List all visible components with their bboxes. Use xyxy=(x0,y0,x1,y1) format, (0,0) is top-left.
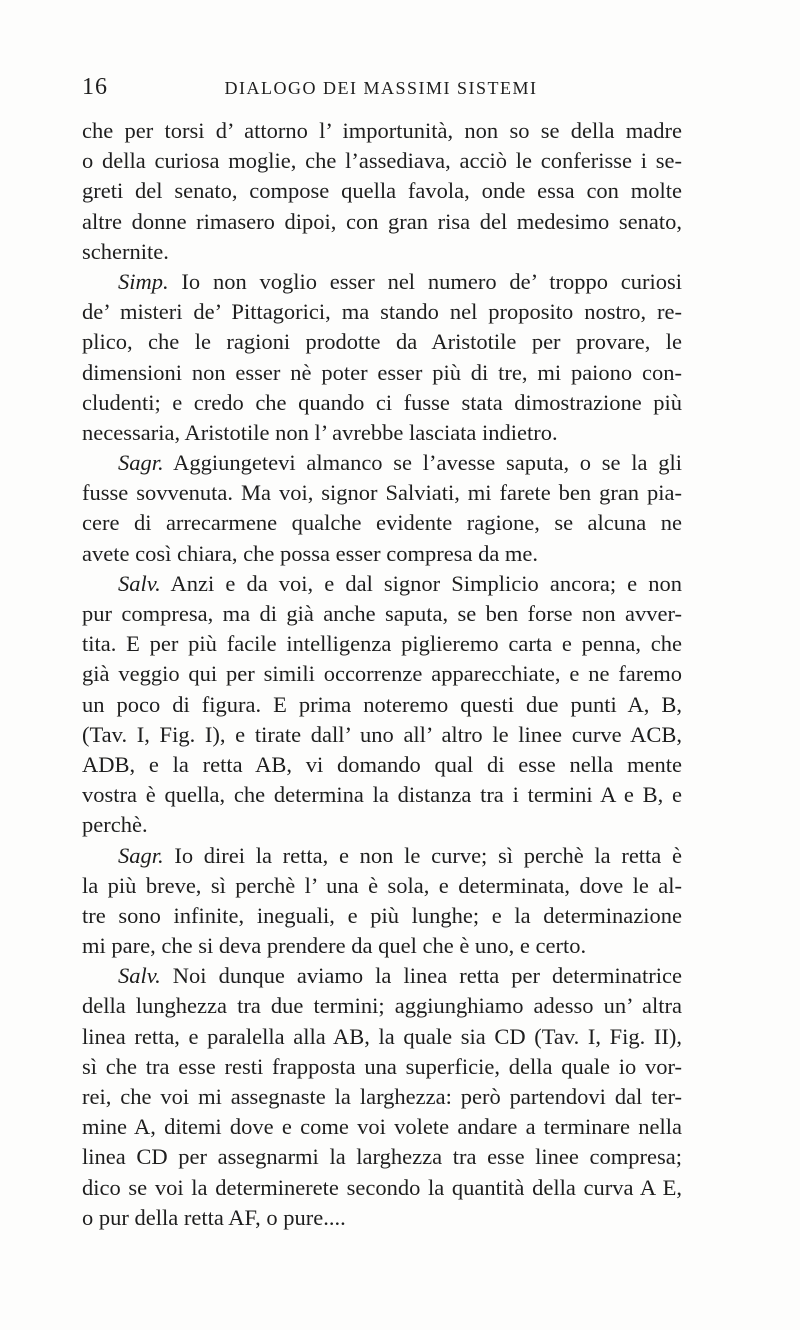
text-line xyxy=(82,659,682,689)
line-text: schernite. xyxy=(82,238,169,264)
text-line xyxy=(82,569,682,599)
text-line xyxy=(82,1173,682,1203)
text-line xyxy=(82,327,682,357)
text-line xyxy=(82,1022,682,1052)
text-line xyxy=(82,1082,682,1112)
text-line xyxy=(82,358,682,388)
line-text: mi pare, che si deva prendere da quel che è uno, e certo. xyxy=(82,933,587,959)
text-line xyxy=(82,116,682,146)
line-text: ADB, e la retta AB, vi domando qual di esse nella mente xyxy=(82,751,682,777)
text-line xyxy=(82,991,682,1021)
paragraph xyxy=(82,569,682,841)
line-text: linea CD per assegnarmi la larghezza tra esse linee compresa; xyxy=(82,1144,682,1170)
text-line xyxy=(82,599,682,629)
text-line xyxy=(82,448,682,478)
line-text: linea retta, e paralella alla AB, la quale sia CD (Tav. I, Fig. II), xyxy=(82,1023,682,1049)
text-line xyxy=(82,297,682,327)
text-line xyxy=(82,629,682,659)
speaker-name: Salv. xyxy=(118,570,161,596)
line-text: la più breve, sì perchè l’ una è sola, e determinata, dove le al- xyxy=(82,872,682,898)
text-line xyxy=(82,146,682,176)
line-text: Aggiungetevi almanco se l’avesse saputa, o se la gli xyxy=(163,450,682,476)
text-line xyxy=(82,720,682,750)
speaker-name: Salv. xyxy=(118,963,161,989)
running-title: DIALOGO DEI MASSIMI SISTEMI xyxy=(224,78,538,98)
line-text: o della curiosa moglie, che l’assediava, acciò le conferisse i se- xyxy=(82,148,682,174)
line-text: (Tav. I, Fig. I), e tirate dall’ uno all’ altro le linee curve ACB, xyxy=(82,721,682,747)
line-text: avete così chiara, che possa esser compresa da me. xyxy=(82,540,539,566)
body-text xyxy=(82,116,682,1233)
text-line xyxy=(82,901,682,931)
text-line xyxy=(82,1052,682,1082)
paragraph xyxy=(82,841,682,962)
text-line xyxy=(82,871,682,901)
line-text: vostra è quella, che determina la distanza tra i termini A e B, e xyxy=(82,782,682,808)
line-text: necessaria, Aristotile non l’ avrebbe lasciata indietro. xyxy=(82,419,558,445)
line-text: Io non voglio esser nel numero de’ troppo curiosi xyxy=(168,268,682,294)
text-line xyxy=(82,1112,682,1142)
text-line xyxy=(82,1142,682,1172)
text-line xyxy=(82,418,682,448)
line-text: dico se voi la determinerete secondo la quantità della curva A E, xyxy=(82,1174,682,1200)
line-text: greti del senato, compose quella favola, onde essa con molte xyxy=(82,178,682,204)
running-head xyxy=(82,74,680,104)
paragraph xyxy=(82,116,682,267)
text-line xyxy=(82,508,682,538)
text-line xyxy=(82,931,682,961)
paragraph xyxy=(82,961,682,1233)
text-line xyxy=(82,961,682,991)
text-line xyxy=(82,1203,682,1233)
text-line xyxy=(82,478,682,508)
line-text: cere di arrecarmene qualche evidente ragione, se alcuna ne xyxy=(82,510,682,536)
line-text: plico, che le ragioni prodotte da Aristotile per provare, le xyxy=(82,329,682,355)
line-text: Io direi la retta, e non le curve; sì perchè la retta è xyxy=(163,842,682,868)
text-line xyxy=(82,267,682,297)
paragraph xyxy=(82,267,682,448)
line-text: sì che tra esse resti frapposta una superficie, della quale io vor- xyxy=(82,1053,682,1079)
text-line xyxy=(82,207,682,237)
line-text: della lunghezza tra due termini; aggiunghiamo adesso un’ altra xyxy=(82,993,682,1019)
line-text: già veggio qui per simili occorrenze apparecchiate, e ne faremo xyxy=(82,661,682,687)
text-line xyxy=(82,690,682,720)
line-text: un poco di figura. E prima noteremo questi due punti A, B, xyxy=(82,691,682,717)
text-line xyxy=(82,176,682,206)
line-text: Noi dunque aviamo la linea retta per determinatrice xyxy=(160,963,682,989)
page-number: 16 xyxy=(82,74,108,100)
speaker-name: Simp. xyxy=(118,268,169,294)
line-text: fusse sovvenuta. Ma voi, signor Salviati, mi farete ben gran pia- xyxy=(82,480,682,506)
text-line xyxy=(82,750,682,780)
text-line xyxy=(82,388,682,418)
line-text: altre donne rimasero dipoi, con gran risa del medesimo senato, xyxy=(82,208,682,234)
paragraph xyxy=(82,448,682,569)
line-text: Anzi e da voi, e dal signor Simplicio ancora; e non xyxy=(160,570,682,596)
line-text: tita. E per più facile intelligenza piglieremo carta e penna, che xyxy=(82,631,682,657)
speaker-name: Sagr. xyxy=(118,450,164,476)
line-text: de’ misteri de’ Pittagorici, ma stando nel proposito nostro, re- xyxy=(82,299,682,325)
text-line xyxy=(82,780,682,810)
line-text: o pur della retta AF, o pure.... xyxy=(82,1204,346,1230)
text-line xyxy=(82,810,682,840)
line-text: pur compresa, ma di già anche saputa, se ben forse non avver- xyxy=(82,601,682,626)
line-text: dimensioni non esser nè poter esser più di tre, mi paiono con- xyxy=(82,359,682,385)
speaker-name: Sagr. xyxy=(118,842,164,868)
line-text: mine A, ditemi dove e come voi volete andare a terminare nella xyxy=(82,1114,682,1140)
text-line xyxy=(82,237,682,267)
line-text: tre sono infinite, ineguali, e più lunghe; e la determinazione xyxy=(82,902,682,928)
line-text: rei, che voi mi assegnaste la larghezza: però partendovi dal ter- xyxy=(82,1084,682,1109)
text-line xyxy=(82,539,682,569)
text-line xyxy=(82,841,682,871)
line-text: che per torsi d’ attorno l’ importunità, non so se della madre xyxy=(82,118,682,143)
line-text: perchè. xyxy=(82,812,148,838)
line-text: cludenti; e credo che quando ci fusse stata dimostrazione più xyxy=(82,389,682,415)
